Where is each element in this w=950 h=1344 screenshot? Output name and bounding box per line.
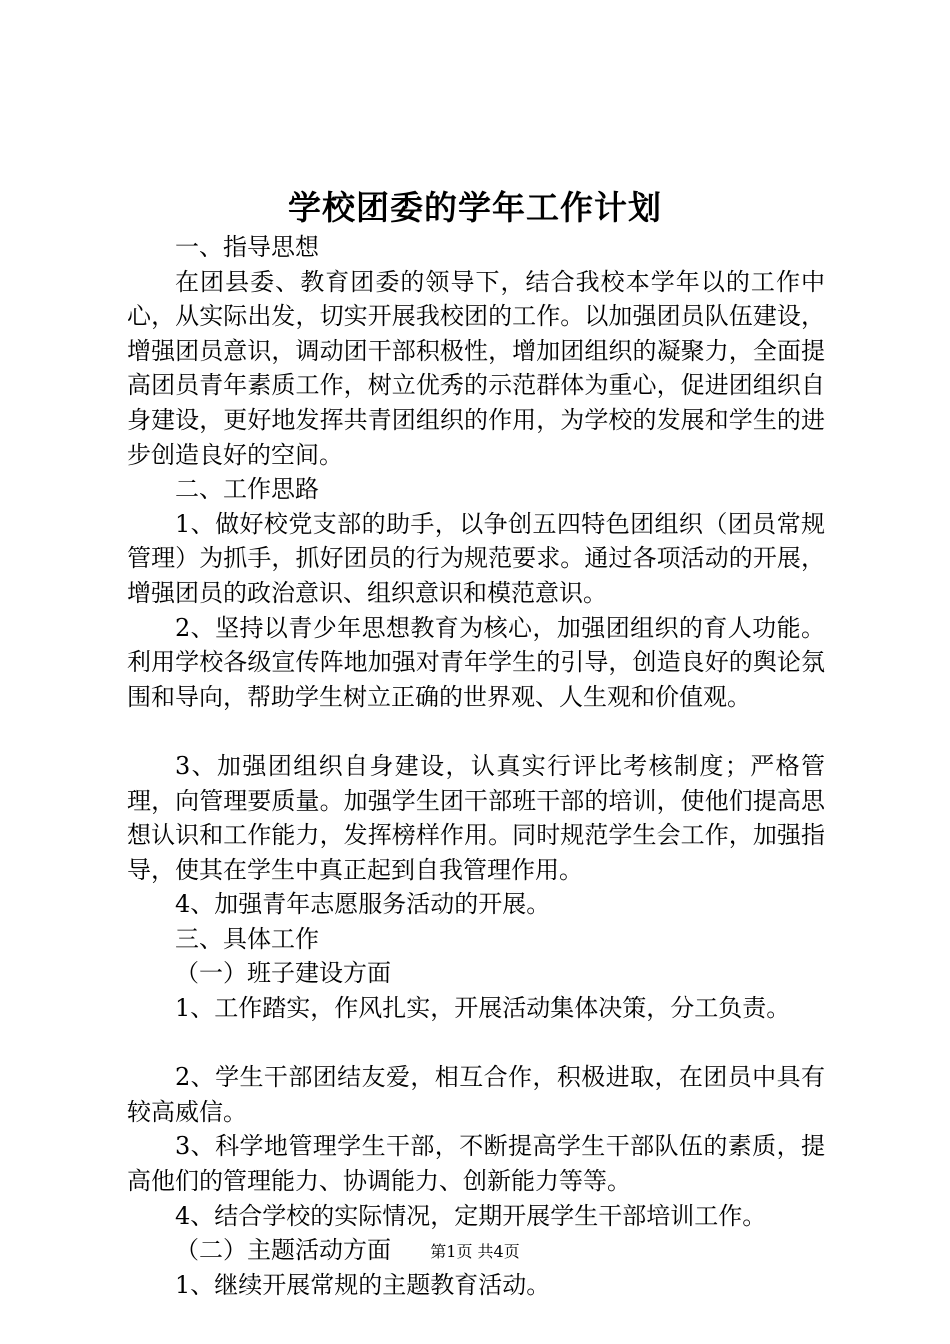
subsection-heading: （二）主题活动方面	[175, 1236, 391, 1265]
paragraph: 1、工作踏实，作风扎实，开展活动集体决策，分工负责。	[175, 994, 791, 1023]
section-heading: 二、工作思路	[175, 475, 319, 504]
paragraph: 3、科学地管理学生干部，不断提高学生干部队伍的素质，提高他们的管理能力、协调能力、创新能力等等。	[127, 1132, 825, 1196]
paragraph: 1、继续开展常规的主题教育活动。	[175, 1270, 551, 1299]
paragraph: 1、做好校党支部的助手，以争创五四特色团组织（团员常规管理）为抓手，抓好团员的行为规范要求。通过各项活动的开展，增强团员的政治意识、组织意识和模范意识。	[127, 509, 825, 607]
paragraph: 2、坚持以青少年思想教育为核心，加强团组织的育人功能。利用学校各级宣传阵地加强对青年学生的引导，创造良好的舆论氛围和导向，帮助学生树立正确的世界观、人生观和价值观。	[127, 613, 825, 711]
paragraph: 4、结合学校的实际情况，定期开展学生干部培训工作。	[175, 1201, 767, 1230]
document-title: 学校团委的学年工作计划	[288, 188, 662, 227]
section-heading: 三、具体工作	[175, 924, 319, 953]
page-number-footer: 第1页 共4页	[430, 1242, 520, 1261]
paragraph: 在团县委、教育团委的领导下，结合我校本学年以的工作中心，从实际出发，切实开展我校团的工作。以加强团员队伍建设，增强团员意识，调动团干部积极性，增加团组织的凝聚力，全面提高团员青年素质工作，树立优秀的示范群体为重心，促进团组织自身建设，更好地发挥共青团组织的作用，为学校的发展和学生的进步创造良好的空间。	[127, 267, 825, 469]
section-heading: 一、指导思想	[175, 233, 319, 261]
paragraph: 3、加强团组织自身建设，认真实行评比考核制度；严格管理，向管理要质量。加强学生团干部班干部的培训，使他们提高思想认识和工作能力，发挥榜样作用。同时规范学生会工作，加强指导，使其在学生中真正起到自我管理作用。	[127, 751, 825, 884]
paragraph: 2、学生干部团结友爱，相互合作，积极进取，在团员中具有较高威信。	[127, 1063, 825, 1126]
subsection-heading: （一）班子建设方面	[175, 959, 391, 988]
paragraph: 4、加强青年志愿服务活动的开展。	[175, 890, 551, 919]
document-body	[127, 230, 825, 1302]
